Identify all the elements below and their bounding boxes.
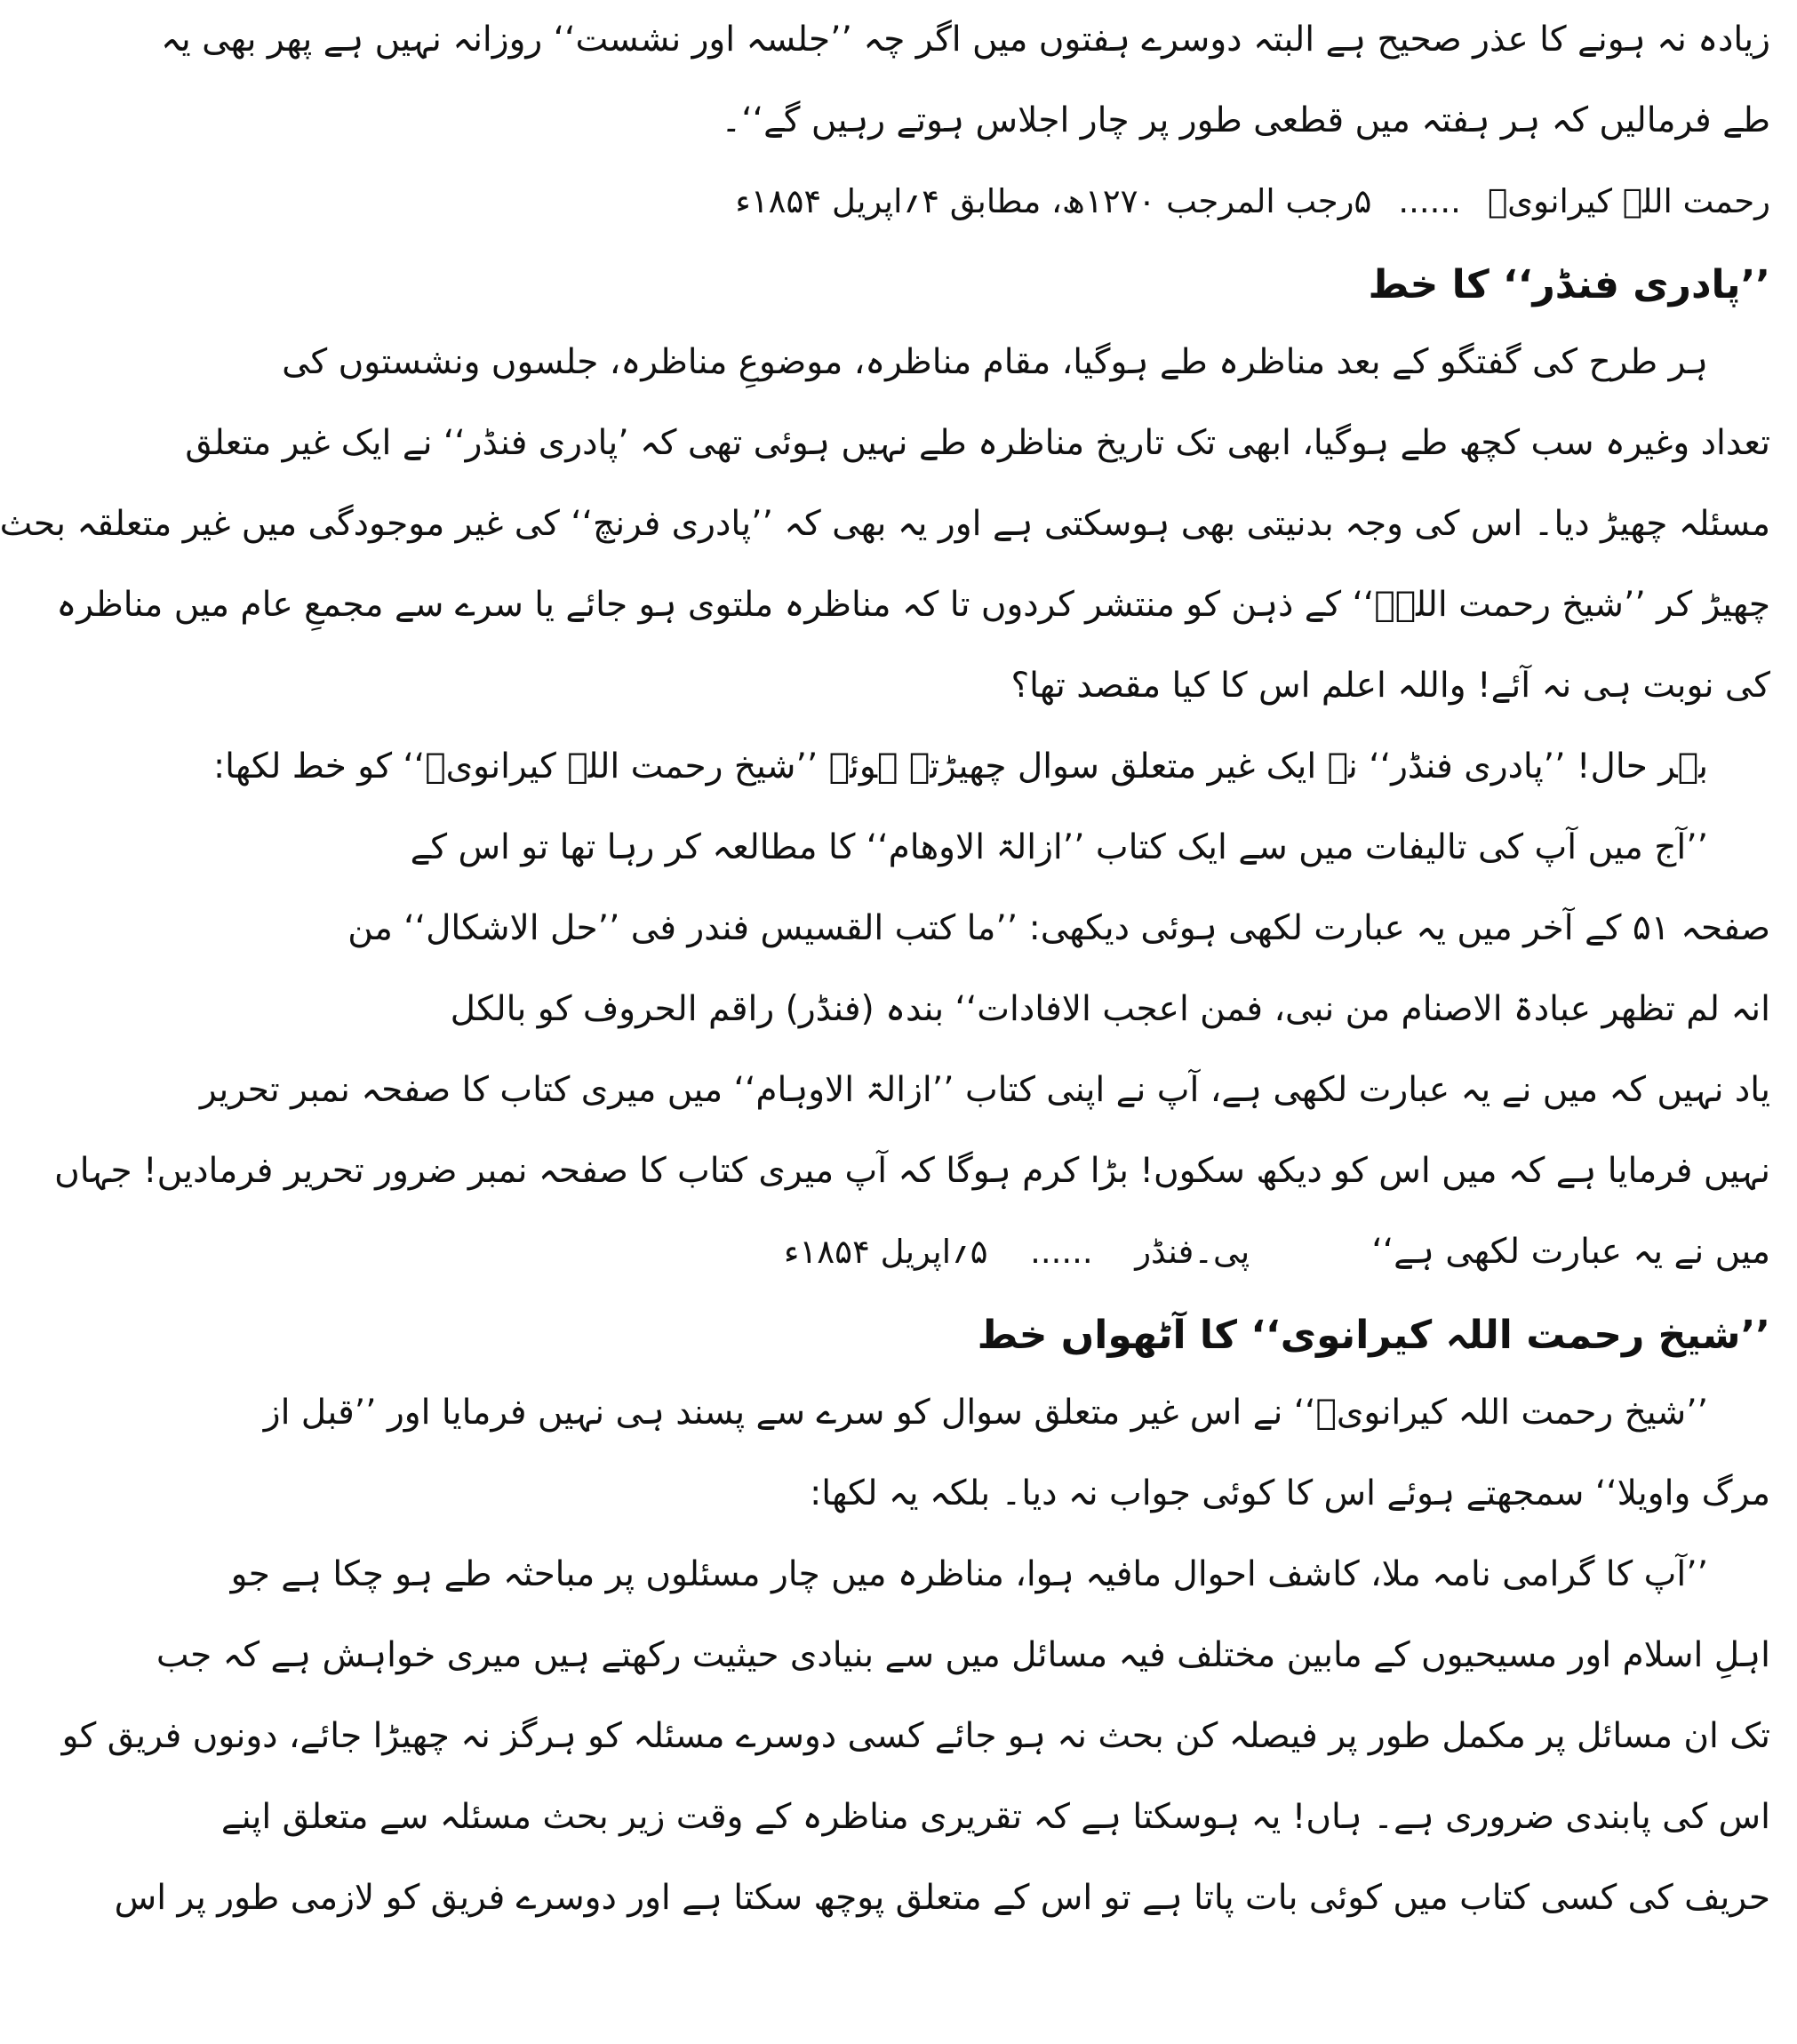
signature-dots: ......	[1398, 182, 1461, 220]
text-line: یاد نہیں کہ میں نے یہ عبارت لکھی ہے، آپ نے اپنی کتاب ’’ازالۃ الاوہام‘‘ میں میری کتاب کا صفحہ نمبر تحریر	[199, 1070, 1770, 1110]
document-page	[0, 16, 1770, 2024]
text-line: بہر حال! ’’پادری فنڈر‘‘ نے ایک غیر متعلق سوال چھیڑتے ہوئے ’’شیخ رحمت اللہ کیرانویؒ‘‘ کو خط لکھا:	[212, 747, 1708, 786]
text-line: تک ان مسائل پر مکمل طور پر فیصلہ کن بحث نہ ہو جائے کسی دوسرے مسئلہ کو ہرگز نہ چھیڑا جائے، دونوں فریق کو	[61, 1716, 1770, 1756]
text-line: کی نوبت ہی نہ آئے! واللہ اعلم اس کا کیا مقصد تھا؟	[1010, 666, 1770, 706]
signature-name: رحمت اللہ کیرانویؒ	[1487, 182, 1770, 220]
text-line: تعداد وغیرہ سب کچھ طے ہوگیا، ابھی تک تاریخ مناظرہ طے نہیں ہوئی تھی کہ ’پادری فنڈر‘‘ نے ایک غیر متعلق	[185, 423, 1770, 463]
text-line-with-signature	[491, 1228, 1770, 1278]
text-line: صفحہ ۵۱ کے آخر میں یہ عبارت لکھی ہوئی دیکھی: ’’ما کتب القسیس فندر فی ’’حل الاشکال‘‘ من	[347, 908, 1770, 948]
signature	[784, 1228, 1250, 1276]
text-line: ہر طرح کی گفتگو کے بعد مناظرہ طے ہوگیا، مقام مناظرہ، موضوعِ مناظرہ، جلسوں ونشستوں کی	[282, 342, 1708, 382]
text-line: میں نے یہ عبارت لکھی ہے‘‘	[1371, 1232, 1770, 1272]
text-line: حریف کی کسی کتاب میں کوئی بات پاتا ہے تو اس کے متعلق پوچھ سکتا ہے اور دوسرے فریق کو لازمی طور پر اس	[114, 1878, 1770, 1918]
text-line: زیادہ نہ ہونے کا عذر صحیح ہے البتہ دوسرے ہفتوں میں اگر چہ ’’جلسہ اور نشست‘‘ روزانہ نہیں ہے پھر بھی یہ	[160, 20, 1770, 60]
signature-name: پی۔فنڈر	[1135, 1233, 1250, 1271]
text-line: نہیں فرمایا ہے کہ میں اس کو دیکھ سکوں! بڑا کرم ہوگا کہ آپ میری کتاب کا صفحہ نمبر ضرور تحریر فرمادیں! جہاں	[54, 1151, 1770, 1191]
text-line: مرگ واویلا‘‘ سمجھتے ہوئے اس کا کوئی جواب نہ دیا۔ بلکہ یہ لکھا:	[810, 1473, 1770, 1513]
text-line: ’’شیخ رحمت اللہ کیرانویؒ‘‘ نے اس غیر متعلق سوال کو سرے سے پسند ہی نہیں فرمایا اور ’’قبل از	[263, 1393, 1708, 1433]
text-line: ’’آپ کا گرامی نامہ ملا، کاشف احوال مافیہ ہوا، مناظرہ میں چار مسئلوں پر مباحثہ طے ہو چکا ہے جو	[230, 1554, 1708, 1594]
text-line: چھیڑ کر ’’شیخ رحمت اللہؒ‘‘ کے ذہن کو منتشر کردوں تا کہ مناظرہ ملتوی ہو جائے یا سرے سے مجمعِ عام میں مناظرہ	[56, 585, 1770, 625]
text-line: انہ لم تظھر عبادۃ الاصنام من نبی، فمن اعجب الافادات‘‘ بندہ (فنڈر) راقم الحروف کو بالکل	[450, 989, 1770, 1029]
text-line: اس کی پابندی ضروری ہے۔ ہاں! یہ ہوسکتا ہے کہ تقریری مناظرہ کے وقت زیر بحث مسئلہ سے متعلق اپنے	[220, 1797, 1770, 1837]
signature-line	[491, 178, 1770, 228]
section-heading: ’’پادری فنڈر‘‘ کا خط	[1368, 262, 1770, 307]
text-line: ’’آج میں آپ کی تالیفات میں سے ایک کتاب ’’ازالۃ الاوھام‘‘ کا مطالعہ کر رہا تھا تو اس کے	[410, 827, 1708, 867]
signature-date: ۵رجب المرجب ۱۲۷۰ھ، مطابق ۴؍اپریل ۱۸۵۴ء	[735, 182, 1372, 220]
text-line: مسئلہ چھیڑ دیا۔ اس کی وجہ بدنیتی بھی ہوسکتی ہے اور یہ بھی کہ ’’پادری فرنچ‘‘ کی غیر موجودگی میں غیر متعلقہ بحث	[0, 504, 1770, 544]
text-line: طے فرمالیں کہ ہر ہفتہ میں قطعی طور پر چار اجلاس ہوتے رہیں گے‘‘۔	[721, 100, 1770, 140]
signature-date: ۵؍اپریل ۱۸۵۴ء	[784, 1233, 988, 1271]
signature-dots: ......	[1030, 1233, 1093, 1271]
section-heading: ’’شیخ رحمت اللہ کیرانوی‘‘ کا آٹھواں خط	[977, 1313, 1770, 1358]
text-line: اہلِ اسلام اور مسیحیوں کے مابین مختلف فیہ مسائل میں سے بنیادی حیثیت رکھتے ہیں میری خواہش ہے کہ جب	[156, 1635, 1770, 1675]
